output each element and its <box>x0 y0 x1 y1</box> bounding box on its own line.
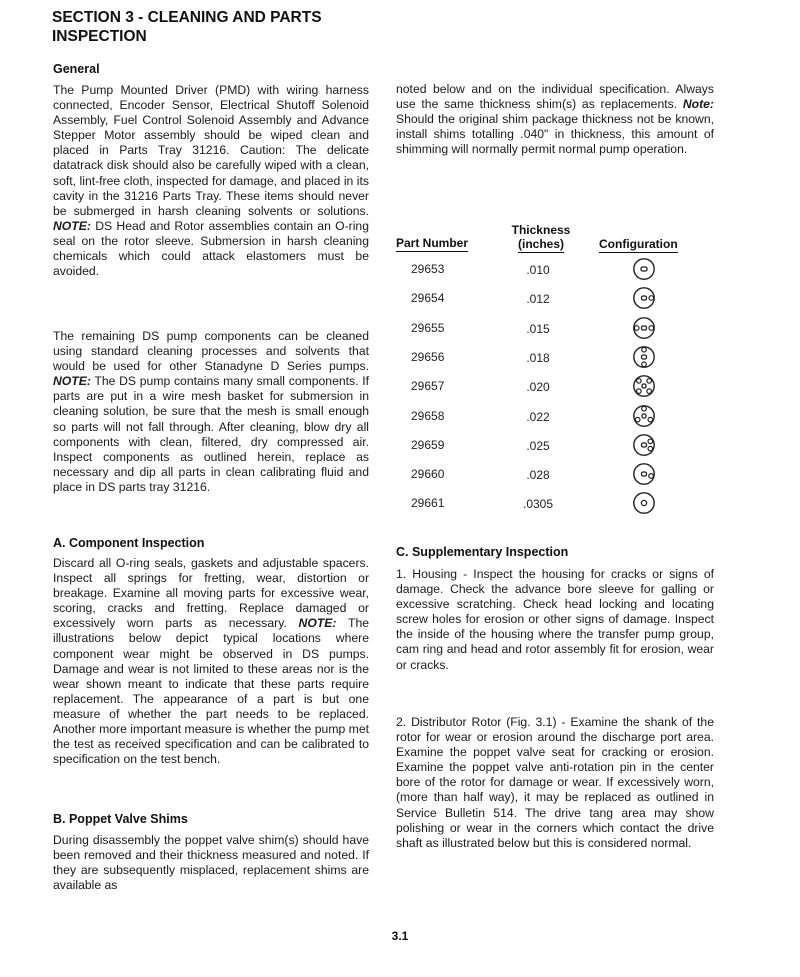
two-notch-side-shim-icon <box>632 433 656 462</box>
general-paragraph-1 <box>53 83 369 279</box>
text-run: Note: <box>682 97 714 112</box>
part-number-cell: 29658 <box>411 408 445 423</box>
thickness-cell: .028 <box>526 468 550 483</box>
text-run: After cleaning, blow dry all components with clean, filtered, dry compressed air. Inspect components as outlined herein, replace as necessary and dip all parts in clean calibrating fluid and place in DS parts tray 31216. <box>53 419 369 494</box>
text-run: The delicate datatrack disk should also be carefully wiped with a clean, soft, lint-free cloth, inspected for damage, and placed in its cavity in the 31216 Parts Tray. These items should never be submerged in harsh cleaning solvents or solutions. <box>53 143 369 218</box>
text-run: DS Head and Rotor assemblies contain an O-ring seal on the rotor sleeve. Submersion in harsh cleaning chemicals which could attack elastomers must be avoided. <box>53 218 369 279</box>
part-number-cell: 29654 <box>411 291 445 306</box>
part-number-cell: 29655 <box>411 320 445 335</box>
part-number-cell: 29656 <box>411 349 445 364</box>
poppet-valve-shims-heading: B. Poppet Valve Shims <box>53 812 188 826</box>
two-notch-opposed-shim-icon <box>632 345 656 374</box>
text-run: Should the original shim package thickness not be known, install shims totalling .040" in thickness, this amount of shimming will normally permit normal pump operation. <box>396 112 714 157</box>
text-run: 2. Distributor Rotor (Fig. 3.1) - <box>396 715 566 729</box>
general-heading: General <box>53 62 100 76</box>
poppet-valve-shims-body: During disassembly the poppet valve shim(s) should have been removed and their thickness measured and noted. If they are subsequently misplaced, replacement shims are available as <box>53 833 369 893</box>
part-number-cell: 29657 <box>411 379 445 394</box>
text-run: Caution: <box>239 143 286 158</box>
part-number-header: Part Number <box>396 236 469 250</box>
text-run: NOTE: <box>53 374 91 389</box>
single-notch-side-shim-icon <box>632 286 656 315</box>
part-number-cell: 29661 <box>411 496 445 511</box>
text-run: noted below and on the individual specification. Always use the same thickness shim(s) as replacements. <box>396 82 714 112</box>
text-run: Discard all O-ring seals, gaskets and adjustable spacers. Inspect all springs for fretting, wear, distortion or breakage. Examine all moving parts for excessive wear, scoring, cracks and fretting. Replace damaged or excessively worn parts as necessary. <box>53 556 369 631</box>
thickness-cell: .012 <box>526 292 550 307</box>
thickness-cell: .010 <box>526 263 550 277</box>
part-number-cell: 29653 <box>411 262 445 276</box>
thickness-cell: .018 <box>526 350 550 365</box>
thickness-cell: .022 <box>526 409 550 424</box>
text-run: Examine the shank of the rotor for wear or erosion around the discharge port area. Examine the poppet valve seat for cracking or erosion. Examine the poppet valve anti-rotation pin in the center bore of the rotor for damage or wear. If excessively worn, (more than half way), it may be replaced as outlined in Service Bulletin 514. The drive tang area may show polishing or wear in the corners which contact the drive shaft as illustrated below but this is considered normal. <box>396 715 714 850</box>
four-notch-shim-icon <box>632 374 656 403</box>
thickness-cell: .0305 <box>522 497 554 512</box>
plain-round-shim-icon <box>632 491 656 520</box>
text-run: 1. Housing - <box>396 567 468 581</box>
part-number-cell: 29659 <box>411 437 445 452</box>
text-run: NOTE: <box>53 218 91 233</box>
component-inspection-body <box>53 556 369 767</box>
section-title: SECTION 3 - CLEANING AND PARTS INSPECTION <box>52 9 322 45</box>
page-number: 3.1 <box>391 929 409 943</box>
text-run: The Pump Mounted Driver (PMD) with wiring harness connected, Encoder Sensor, Electrical Shutoff Solenoid Assembly, Fuel Control Solenoid Assembly and Advance Stepper Motor assembly should be wiped clean and placed in Parts Tray 31216. <box>53 83 369 158</box>
general-paragraph-2 <box>53 329 369 495</box>
component-inspection-heading: A. Component Inspection <box>53 536 205 550</box>
text-run: The remaining DS pump components can be cleaned using standard cleaning processes and solvents that would be used for other Stanadyne D Series pumps. <box>53 329 369 374</box>
thickness-cell: .025 <box>526 438 550 453</box>
configuration-header: Configuration <box>599 237 678 251</box>
housing-inspection-text <box>396 567 714 673</box>
text-run: NOTE: <box>298 616 337 631</box>
single-notch-shim-icon <box>632 257 656 286</box>
two-notch-shim-icon <box>632 316 656 345</box>
distributor-rotor-inspection-text <box>396 715 714 851</box>
thickness-cell: .020 <box>526 380 550 395</box>
thickness-header: Thickness (inches) <box>511 223 571 251</box>
part-number-cell: 29660 <box>411 467 445 482</box>
text-run: The illustrations below depict typical locations where component wear might be observed in DS pumps. Damage and wear is not limited to these areas nor is the wear shown meant to indicate that these parts require replacement. The appearance of a part is but one measure of whether the part needs to be replaced. Another more important measure is whether the pump met the test as received specification and can be calibrated to specification on the test bench. <box>53 616 369 767</box>
single-notch-angled-shim-icon <box>632 462 656 491</box>
text-run: Inspect the housing for cracks or signs of damage. Check the advance bore sleeve for galling or excessive scratching. Check head locking and locating screw holes for erosion or other signs of damage. Inspect the inside of the housing where the transfer pump group, cam ring and head and rotor assembly fit for erosion, wear or cracks. <box>396 567 714 672</box>
supplementary-inspection-heading: C. Supplementary Inspection <box>396 545 569 559</box>
thickness-cell: .015 <box>526 321 550 336</box>
three-notch-shim-icon <box>632 404 656 433</box>
text-run: The DS pump contains many small components. If parts are put in a wire mesh basket for submersion in cleaning solution, be sure that the mesh is small enough so parts will not fall through. <box>53 374 369 434</box>
poppet-valve-shims-body-continued <box>396 82 714 157</box>
